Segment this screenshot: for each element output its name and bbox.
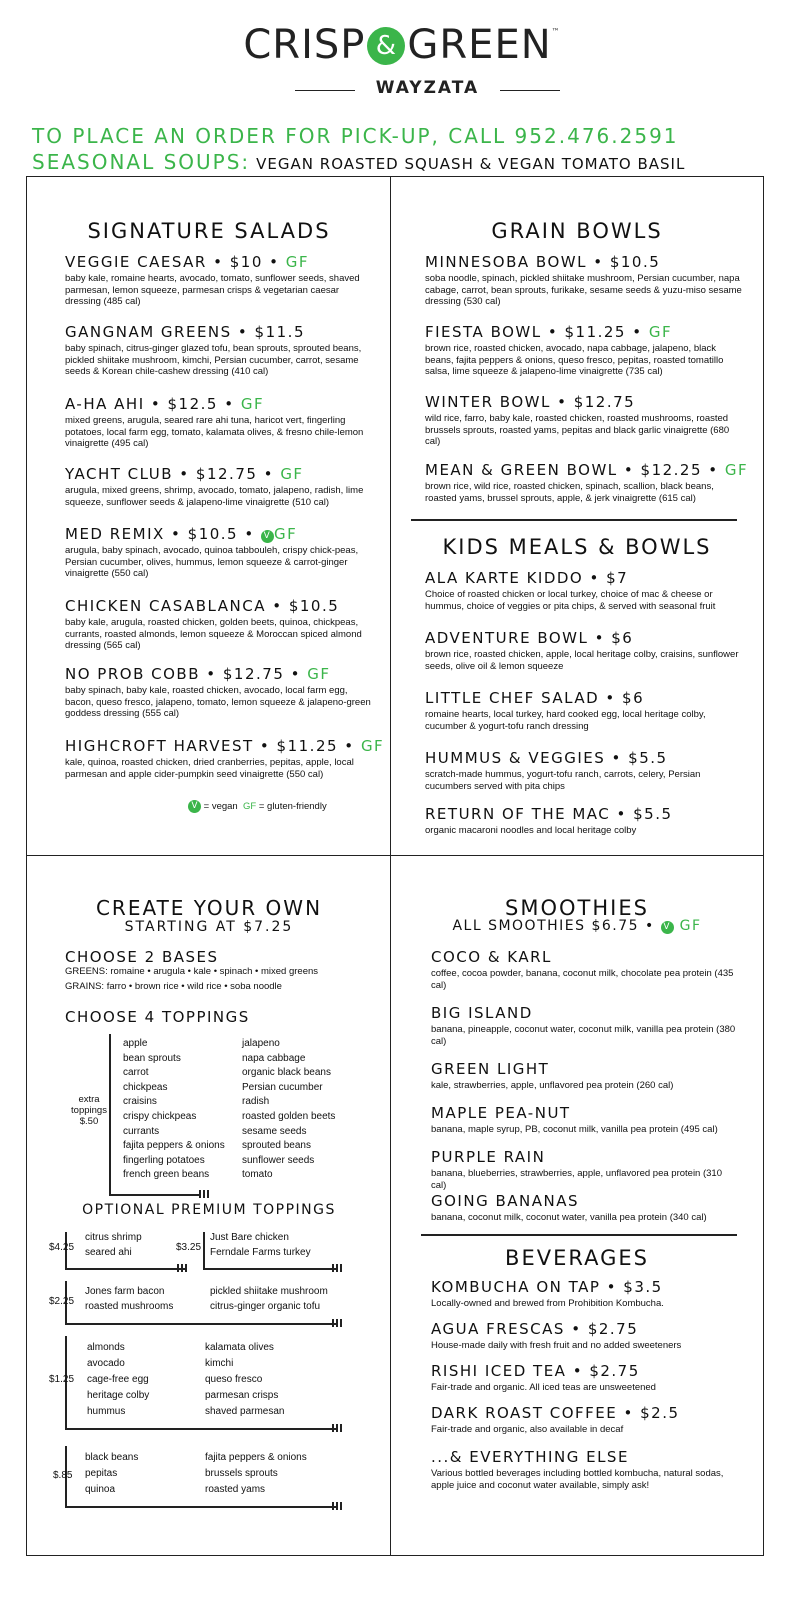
item-name: PURPLE RAIN bbox=[431, 1148, 546, 1166]
greens-list: GREENS: romaine • arugula • kale • spinach • mixed greens bbox=[65, 966, 319, 977]
menu-item bbox=[431, 1448, 736, 1491]
item-description: kale, quinoa, roasted chicken, dried cranberries, pepitas, apple, local parmesan and apple cider-pumpkin seed vinaigrette (550 cal) bbox=[65, 757, 354, 780]
item-description: banana, maple syrup, PB, coconut milk, vanilla pea protein (495 cal) bbox=[431, 1124, 718, 1135]
premium-rule bbox=[65, 1506, 337, 1508]
topping: sesame seeds bbox=[242, 1125, 307, 1137]
item-name: ALA KARTE KIDDO • $7 bbox=[425, 569, 629, 587]
premium-price: $3.25 bbox=[176, 1242, 202, 1253]
gf-tag: GF bbox=[280, 465, 304, 483]
premium-price: $2.25 bbox=[49, 1296, 75, 1307]
item-name: DARK ROAST COFFEE • $2.5 bbox=[431, 1404, 680, 1422]
premium-bracket bbox=[203, 1232, 205, 1268]
item-description: baby kale, arugula, roasted chicken, golden beets, quinoa, chickpeas, currants, roasted almonds, lemon squeeze & Moroccan spiced almond dressing (565 cal) bbox=[65, 617, 362, 651]
menu-item bbox=[65, 597, 375, 652]
item-description: kale, strawberries, apple, unflavored pea protein (260 cal) bbox=[431, 1080, 674, 1091]
item-name: VEGGIE CAESAR • $10 • GF bbox=[65, 253, 310, 271]
menu-item bbox=[431, 1104, 736, 1136]
gf-tag: GF bbox=[724, 461, 749, 479]
dietary-legend: V = vegan GF = gluten-friendly bbox=[188, 800, 327, 813]
cyo-subtitle: STARTING AT $7.25 bbox=[124, 919, 294, 935]
menu-item bbox=[425, 569, 745, 612]
item-description: Choice of roasted chicken or local turkey, choice of mac & cheese or hummus, choice of veggies or pita chips, & served with seasonal fruit bbox=[425, 589, 716, 612]
location-rule-left bbox=[295, 90, 355, 91]
soups-items: VEGAN ROASTED SQUASH & VEGAN TOMATO BASIL bbox=[256, 155, 686, 173]
menu-item bbox=[425, 689, 745, 732]
item-name: MED REMIX • $10.5 • V GF bbox=[65, 525, 298, 543]
menu-item bbox=[425, 323, 745, 378]
item-name: BIG ISLAND bbox=[431, 1004, 533, 1022]
item-description: arugula, baby spinach, avocado, quinoa tabbouleh, crispy chick-peas, Persian cucumber, olives, hummus, lemon squeeze & carrot-ginger vinaigrette (550 cal) bbox=[65, 545, 359, 579]
menu-item bbox=[425, 629, 745, 672]
item-description: baby spinach, citrus-ginger glazed tofu, bean sprouts, sprouted beans, pickled shiitake mushroom, kimchi, Persian cucumber, carrot, sesame seeds & Korean chile-cashew dressing (410 cal) bbox=[65, 343, 362, 377]
premium-rule bbox=[203, 1268, 338, 1270]
logo-left: CRISP bbox=[243, 22, 366, 68]
topping: fajita peppers & onions bbox=[123, 1140, 225, 1152]
premium-list: kalamata olives kimchi queso fresco parmesan crisps shaved parmesan bbox=[205, 1342, 285, 1417]
item-name: WINTER BOWL • $12.75 bbox=[425, 393, 636, 411]
item-description: wild rice, farro, baby kale, roasted chicken, roasted mushrooms, roasted brussels sprouts, roasted yams, pepitas and black garlic vinaigrette (680 cal) bbox=[425, 413, 730, 447]
topping: carrot bbox=[123, 1067, 149, 1079]
grain-bowls-panel bbox=[390, 176, 764, 856]
item-description: brown rice, roasted chicken, apple, local heritage colby, craisins, sunflower seeds, olive oil & lemon squeeze bbox=[425, 649, 739, 672]
location-name: WAYZATA bbox=[375, 78, 480, 98]
order-phone-line: TO PLACE AN ORDER FOR PICK-UP, CALL 952.476.2591 bbox=[32, 124, 679, 148]
premium-title: OPTIONAL PREMIUM TOPPINGS bbox=[82, 1202, 336, 1218]
gf-tag: GF bbox=[307, 665, 331, 683]
toppings-rule bbox=[109, 1194, 199, 1196]
menu-item bbox=[431, 1004, 736, 1047]
location-rule-right bbox=[500, 90, 560, 91]
menu-item bbox=[431, 1192, 736, 1224]
logo-ampersand-icon: & bbox=[367, 27, 405, 65]
menu-item bbox=[425, 805, 745, 837]
fork-icon bbox=[332, 1502, 342, 1510]
item-name: MINNESOBA BOWL • $10.5 bbox=[425, 253, 661, 271]
menu-item bbox=[65, 395, 375, 450]
item-description: banana, blueberries, strawberries, apple, unflavored pea protein (310 cal) bbox=[431, 1168, 722, 1191]
toppings-list-left bbox=[123, 1037, 225, 1183]
menu-item bbox=[65, 253, 375, 308]
topping: chickpeas bbox=[123, 1081, 168, 1093]
menu-item bbox=[65, 323, 375, 378]
item-name: ADVENTURE BOWL • $6 bbox=[425, 629, 634, 647]
menu-item bbox=[425, 253, 745, 308]
item-name: NO PROB COBB • $12.75 • GF bbox=[65, 665, 331, 683]
item-description: baby spinach, baby kale, roasted chicken, avocado, local farm egg, bacon, queso fresco, jalapeno, tomato, lemon squeeze & jalapeno-green goddess dressing (555 cal) bbox=[65, 685, 371, 719]
section-divider bbox=[421, 1234, 737, 1236]
trademark: ™ bbox=[551, 27, 561, 36]
soups-label: SEASONAL SOUPS: bbox=[32, 150, 251, 174]
topping: radish bbox=[242, 1096, 270, 1108]
topping: roasted golden beets bbox=[242, 1110, 336, 1122]
fork-icon bbox=[199, 1190, 209, 1198]
smoothies-subtitle: ALL SMOOTHIES $6.75 • V GF bbox=[452, 918, 702, 934]
grain-bowls-title: GRAIN BOWLS bbox=[491, 219, 663, 243]
brand-logo bbox=[222, 22, 582, 68]
gf-tag: GF bbox=[274, 525, 298, 543]
vegan-icon: V bbox=[261, 530, 274, 543]
topping: tomato bbox=[242, 1169, 273, 1181]
beverages-title: BEVERAGES bbox=[505, 1246, 649, 1270]
item-description: coffee, cocoa powder, banana, coconut milk, chocolate pea protein (435 cal) bbox=[431, 968, 734, 991]
item-description: Various bottled beverages including bottled kombucha, natural sodas, apple juice and coconut water available, simply ask! bbox=[431, 1468, 724, 1491]
premium-list: citrus shrimp seared ahi bbox=[85, 1232, 142, 1258]
item-name: LITTLE CHEF SALAD • $6 bbox=[425, 689, 645, 707]
gf-tag: GF bbox=[648, 323, 673, 341]
menu-item bbox=[431, 1278, 736, 1310]
item-description: brown rice, wild rice, roasted chicken, spinach, scallion, black beans, roasted yams, brussel sprouts, apple, & jerk vinaigrette (615 cal) bbox=[425, 481, 714, 504]
topping: craisins bbox=[123, 1096, 157, 1108]
topping: french green beans bbox=[123, 1169, 210, 1181]
menu-item bbox=[431, 1148, 736, 1191]
premium-rule bbox=[65, 1428, 337, 1430]
item-description: romaine hearts, local turkey, hard cooked egg, local heritage colby, cucumber & yogurt-tofu ranch dressing bbox=[425, 709, 706, 732]
item-name: ...& EVERYTHING ELSE bbox=[431, 1448, 629, 1466]
premium-price: $1.25 bbox=[49, 1374, 75, 1385]
item-name: HIGHCROFT HARVEST • $11.25 • GF bbox=[65, 737, 385, 755]
menu-item bbox=[431, 1320, 736, 1352]
item-name: GOING BANANAS bbox=[431, 1192, 580, 1210]
item-name: GREEN LIGHT bbox=[431, 1060, 550, 1078]
premium-list: Jones farm bacon roasted mushrooms bbox=[85, 1286, 174, 1312]
item-name: A-HA AHI • $12.5 • GF bbox=[65, 395, 265, 413]
item-description: banana, coconut milk, coconut water, vanilla pea protein (340 cal) bbox=[431, 1212, 707, 1223]
item-description: scratch-made hummus, yogurt-tofu ranch, carrots, celery, Persian cucumbers served with pita chips bbox=[425, 769, 701, 792]
premium-rule bbox=[65, 1323, 337, 1325]
item-description: organic macaroni noodles and local heritage colby bbox=[425, 825, 637, 836]
item-description: Fair-trade and organic. All iced teas are unsweetened bbox=[431, 1382, 656, 1393]
item-description: mixed greens, arugula, seared rare ahi tuna, haricot vert, fingerling potatoes, local farm egg, tomato, kalamata olives, & fresno chile-lemon vinaigrette (495 cal) bbox=[65, 415, 364, 449]
menu-item bbox=[425, 461, 749, 504]
signature-salads-panel bbox=[26, 176, 390, 856]
smoothies-panel bbox=[390, 856, 764, 1556]
item-description: brown rice, roasted chicken, avocado, napa cabbage, jalapeno, black beans, fajita peppers & onions, queso fresco, pepitas, roasted tomatillo salsa, lime squeeze & jalapeno-lime vinaigrette (735 cal) bbox=[425, 343, 724, 377]
item-description: soba noodle, spinach, pickled shiitake mushroom, Persian cucumber, napa cabage, carrot, bean sprouts, furikake, sesame seeds & yuzu-miso sesame dressing (530 cal) bbox=[425, 273, 742, 307]
menu-item bbox=[65, 465, 375, 508]
premium-list: pickled shiitake mushroom citrus-ginger organic tofu bbox=[210, 1286, 328, 1312]
kids-title: KIDS MEALS & BOWLS bbox=[442, 535, 712, 559]
item-description: baby kale, romaine hearts, avocado, tomato, sunflower seeds, shaved parmesan, lemon squeeze, parmesan crisps & vegetarian caesar dressing (485 cal) bbox=[65, 273, 360, 307]
bases-title: CHOOSE 2 BASES bbox=[65, 948, 219, 966]
topping: sprouted beans bbox=[242, 1140, 311, 1152]
menu-item bbox=[431, 1362, 736, 1394]
fork-icon bbox=[332, 1424, 342, 1432]
menu-item bbox=[425, 393, 745, 448]
item-name: AGUA FRESCAS • $2.75 bbox=[431, 1320, 639, 1338]
location-row bbox=[295, 78, 560, 102]
item-name: KOMBUCHA ON TAP • $3.5 bbox=[431, 1278, 663, 1296]
topping: Persian cucumber bbox=[242, 1081, 323, 1093]
vegan-icon: V bbox=[661, 921, 674, 934]
item-name: RISHI ICED TEA • $2.75 bbox=[431, 1362, 640, 1380]
item-description: House-made daily with fresh fruit and no added sweeteners bbox=[431, 1340, 682, 1351]
item-description: banana, pineapple, coconut water, coconut milk, vanilla pea protein (380 cal) bbox=[431, 1024, 736, 1047]
logo-right: GREEN bbox=[407, 22, 552, 68]
menu-item bbox=[431, 1060, 736, 1092]
premium-price: $.85 bbox=[53, 1470, 73, 1481]
topping: crispy chickpeas bbox=[123, 1110, 197, 1122]
item-name: RETURN OF THE MAC • $5.5 bbox=[425, 805, 673, 823]
menu-item bbox=[431, 948, 736, 991]
item-description: Locally-owned and brewed from Prohibition Kombucha. bbox=[431, 1298, 664, 1309]
item-name: CHICKEN CASABLANCA • $10.5 bbox=[65, 597, 340, 615]
gf-tag: GF bbox=[360, 737, 385, 755]
signature-salads-title: SIGNATURE SALADS bbox=[87, 219, 331, 243]
grains-list: GRAINS: farro • brown rice • wild rice • soba noodle bbox=[65, 981, 282, 992]
menu-item bbox=[65, 737, 385, 780]
topping: napa cabbage bbox=[242, 1052, 306, 1064]
item-name: COCO & KARL bbox=[431, 948, 552, 966]
gf-tag: GF bbox=[240, 395, 265, 413]
fork-icon bbox=[332, 1264, 342, 1272]
premium-list: black beans pepitas quinoa bbox=[85, 1452, 139, 1495]
premium-list: fajita peppers & onions brussels sprouts roasted yams bbox=[205, 1452, 307, 1495]
topping: bean sprouts bbox=[123, 1052, 181, 1064]
cyo-title: CREATE YOUR OWN bbox=[95, 896, 323, 920]
toppings-title: CHOOSE 4 TOPPINGS bbox=[65, 1008, 250, 1026]
gf-tag: GF bbox=[285, 253, 310, 271]
topping: currants bbox=[123, 1125, 160, 1137]
gf-tag: GF bbox=[243, 801, 257, 812]
item-description: arugula, mixed greens, shrimp, avocado, tomato, jalapeno, radish, lime squeeze, sunflower seeds & jalapeno-lime vinaigrette (510 cal) bbox=[65, 485, 364, 508]
seasonal-soups-line bbox=[32, 150, 685, 174]
premium-list: almonds avocado cage-free egg heritage colby hummus bbox=[87, 1342, 150, 1417]
smoothies-title: SMOOTHIES bbox=[505, 896, 649, 920]
topping: organic black beans bbox=[242, 1067, 331, 1079]
create-your-own-panel bbox=[26, 856, 390, 1556]
toppings-list-right bbox=[242, 1037, 335, 1183]
item-name: YACHT CLUB • $12.75 • GF bbox=[65, 465, 304, 483]
item-name: FIESTA BOWL • $11.25 • GF bbox=[425, 323, 673, 341]
gf-tag: GF bbox=[679, 918, 702, 934]
item-name: GANGNAM GREENS • $11.5 bbox=[65, 323, 305, 341]
topping: sunflower seeds bbox=[242, 1154, 315, 1166]
section-divider bbox=[411, 519, 737, 521]
premium-price: $4.25 bbox=[49, 1242, 75, 1253]
menu-item bbox=[425, 749, 745, 792]
topping: jalapeno bbox=[242, 1038, 280, 1049]
vegan-icon: V bbox=[188, 800, 201, 813]
menu-item bbox=[65, 665, 375, 720]
item-name: MAPLE PEA-NUT bbox=[431, 1104, 571, 1122]
fork-icon bbox=[332, 1319, 342, 1327]
topping: fingerling potatoes bbox=[123, 1154, 205, 1166]
item-name: HUMMUS & VEGGIES • $5.5 bbox=[425, 749, 668, 767]
item-description: Fair-trade and organic, also available in decaf bbox=[431, 1424, 624, 1435]
extra-toppings-note: extra toppings $.50 bbox=[71, 1094, 107, 1127]
premium-list: Just Bare chicken Ferndale Farms turkey bbox=[210, 1232, 311, 1258]
menu-item bbox=[431, 1404, 736, 1436]
item-name: MEAN & GREEN BOWL • $12.25 • GF bbox=[425, 461, 749, 479]
header bbox=[0, 0, 803, 110]
fork-icon bbox=[177, 1264, 187, 1272]
menu-item bbox=[65, 525, 375, 580]
premium-rule bbox=[65, 1268, 185, 1270]
topping: apple bbox=[123, 1038, 148, 1049]
